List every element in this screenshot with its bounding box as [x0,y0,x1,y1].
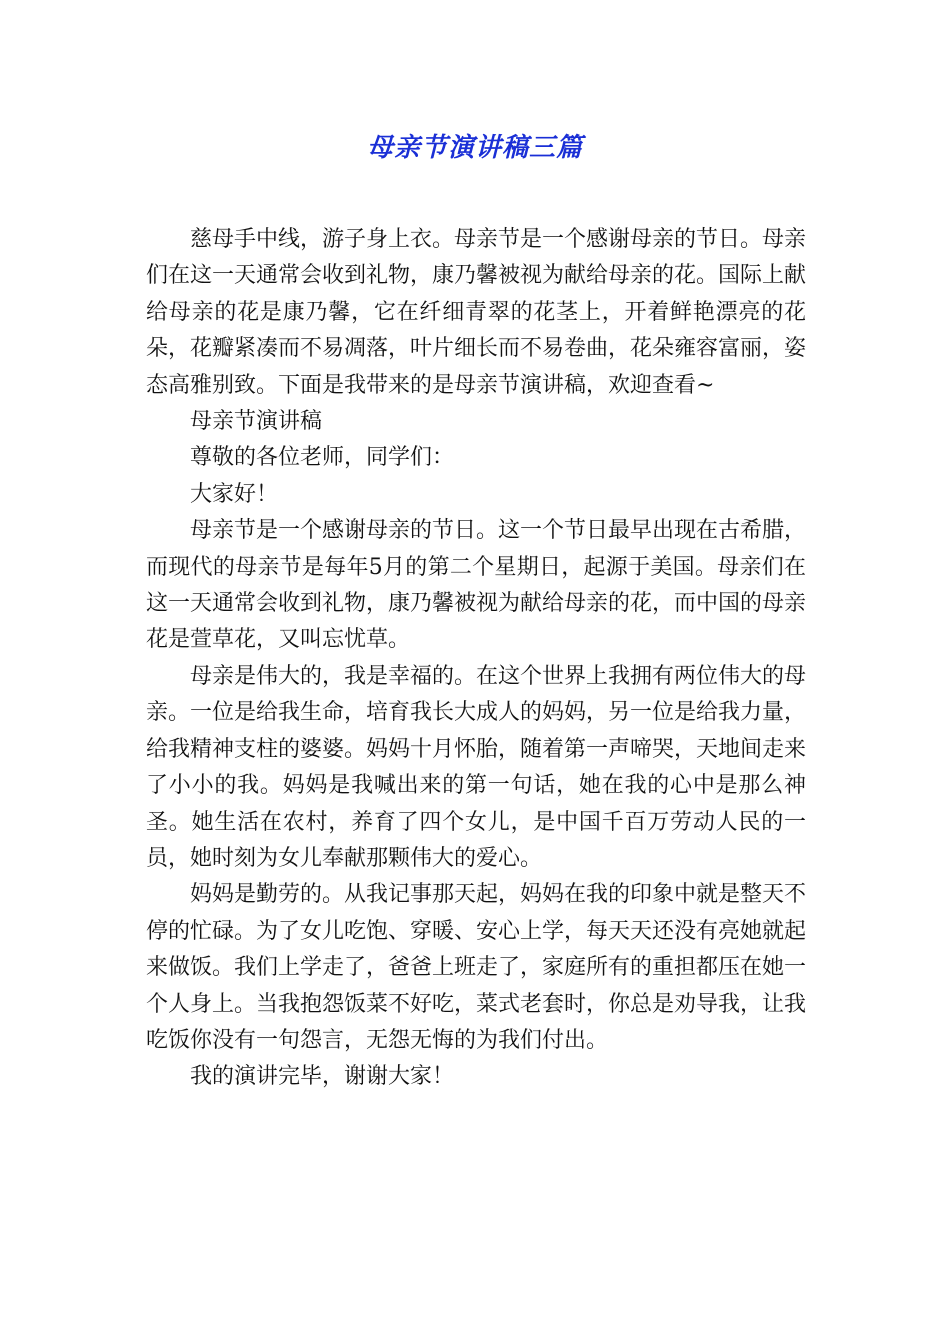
paragraph-intro: 慈母手中线，游子身上衣。母亲节是一个感谢母亲的节日。母亲们在这一天通常会收到礼物，康乃馨被视为献给母亲的花。国际上献给母亲的花是康乃馨，它在纤细青翠的花茎上，开着鲜艳漂亮的花朵，花瓣紧凑而不易凋落，叶片细长而不易卷曲，花朵雍容富丽，姿态高雅别致。下面是我带来的是母亲节演讲稿，欢迎查看~ [146,227,807,398]
paragraph-greeting: 大家好！ [190,481,279,507]
paragraph-two-mothers: 母亲是伟大的，我是幸福的。在这个世界上我拥有两位伟大的母亲。一位是给我生命，培育我长大成人的妈妈，另一位是给我力量，给我精神支柱的婆婆。妈妈十月怀胎，随着第一声啼哭，天地间走来了小小的我。妈妈是我喊出来的第一句话，她在我的心中是那么神圣。她生活在农村，养育了四个女儿，是中国千百万劳动人民的一员，她时刻为女儿奉献那颗伟大的爱心。 [146,663,807,871]
paragraph-holiday-origin: 母亲节是一个感谢母亲的节日。这一个节日最早出现在古希腊，而现代的母亲节是每年5月的第二个星期日，起源于美国。母亲们在这一天通常会收到礼物，康乃馨被视为献给母亲的花，而中国的母亲花是萱草花，又叫忘忧草。 [146,518,807,653]
paragraph-hardworking-mother: 妈妈是勤劳的。从我记事那天起，妈妈在我的印象中就是整天不停的忙碌。为了女儿吃饱、穿暖、安心上学，每天天还没有亮她就起来做饭。我们上学走了，爸爸上班走了，家庭所有的重担都压在她一个人身上。当我抱怨饭菜不好吃，菜式老套时，你总是劝导我，让我吃饭你没有一句怨言，无怨无悔的为我们付出。 [146,882,807,1053]
document-title: 母亲节演讲稿三篇 [366,133,583,163]
document-body [146,222,806,1096]
paragraph-speech-heading: 母亲节演讲稿 [190,409,323,435]
paragraph-salutation: 尊敬的各位老师，同学们： [190,445,455,471]
paragraph-closing: 我的演讲完毕，谢谢大家！ [190,1064,455,1090]
